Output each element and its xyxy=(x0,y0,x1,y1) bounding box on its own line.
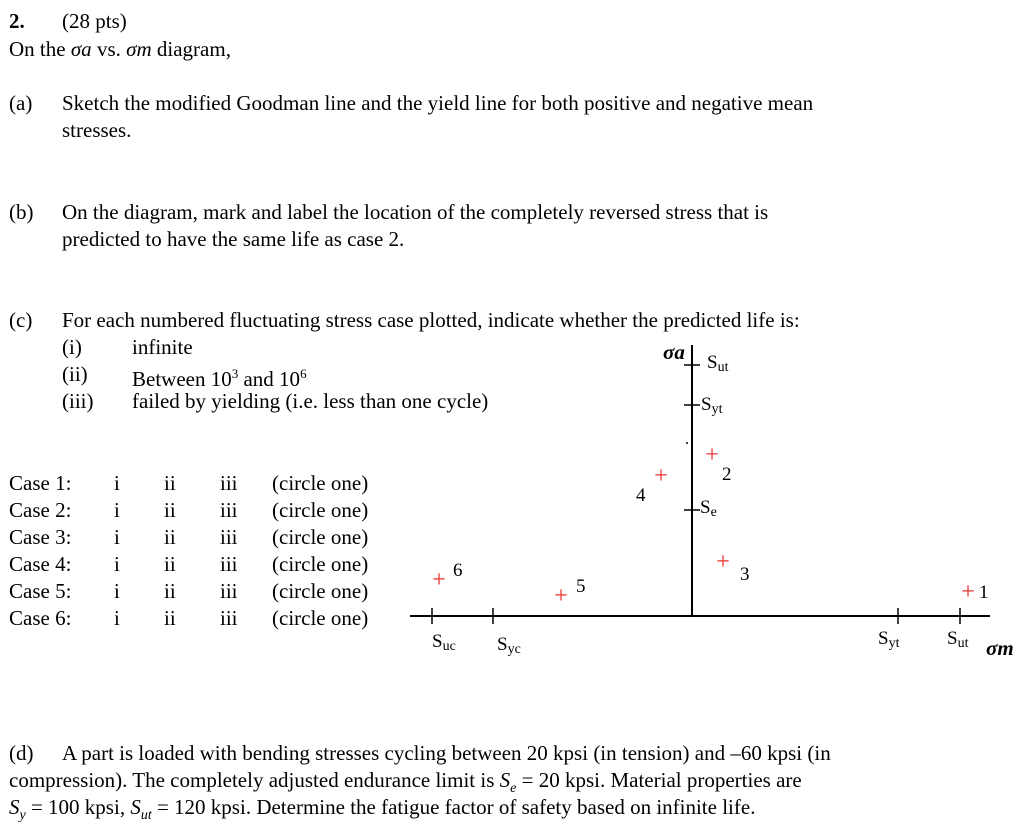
case-4-case-label: Case 4: xyxy=(9,552,72,576)
part-a-line2: stresses. xyxy=(62,118,132,142)
label-syt-x: Syt xyxy=(878,628,900,651)
sut-sub: ut xyxy=(140,808,152,824)
case-1-option-iii[interactable]: iii xyxy=(220,471,238,495)
case-5-option-i[interactable]: i xyxy=(114,579,120,603)
part-a-line1: Sketch the modified Goodman line and the yield line for both positive and negative mean xyxy=(62,91,814,115)
option-ii-exp2: 6 xyxy=(300,366,307,381)
part-d-line2b: = 20 kpsi. Material properties are xyxy=(516,768,802,792)
option-ii-exp1: 3 xyxy=(231,366,239,381)
case-1-option-ii[interactable]: ii xyxy=(164,471,176,495)
case-2-circle-one-note: (circle one) xyxy=(272,498,369,522)
problem-number: 2. xyxy=(9,9,25,33)
case-4-option-ii[interactable]: ii xyxy=(164,552,176,576)
sy-var: S xyxy=(9,795,20,819)
case-2-option-i[interactable]: i xyxy=(114,498,120,522)
option-i-text: infinite xyxy=(132,335,193,359)
option-ii-num: (ii) xyxy=(62,362,88,386)
se-sub: e xyxy=(510,781,517,797)
case-1-case-label: Case 1: xyxy=(9,471,72,495)
case-5-option-iii[interactable]: iii xyxy=(220,579,238,603)
sigma-m-symbol: σm xyxy=(126,37,152,61)
option-ii-part1: Between 10 xyxy=(132,367,232,391)
case-6-option-iii[interactable]: iii xyxy=(220,606,238,630)
case-5-option-ii[interactable]: ii xyxy=(164,579,176,603)
label-syc: Syc xyxy=(497,634,521,657)
case-6-marker: + xyxy=(432,567,446,593)
x-axis-label: σm xyxy=(986,636,1014,660)
part-d-line2a: compression). The completely adjusted endurance limit is xyxy=(9,768,500,792)
case-5-number: 5 xyxy=(576,576,586,597)
axis-dot xyxy=(686,442,688,444)
part-b-line1: On the diagram, mark and label the location of the completely reversed stress that is xyxy=(62,200,769,224)
case-3-option-ii[interactable]: ii xyxy=(164,525,176,549)
option-i-num: (i) xyxy=(62,335,82,359)
case-6-option-i[interactable]: i xyxy=(114,606,120,630)
case-3-circle-one-note: (circle one) xyxy=(272,525,369,549)
case-6-option-ii[interactable]: ii xyxy=(164,606,176,630)
case-4-number: 4 xyxy=(636,485,646,506)
case-4-option-iii[interactable]: iii xyxy=(220,552,238,576)
label-se-y: Se xyxy=(700,497,717,520)
case-2-marker: + xyxy=(705,442,719,468)
y-axis-label: σa xyxy=(663,340,685,364)
case-3-number: 3 xyxy=(740,564,750,585)
intro-suffix: diagram, xyxy=(151,37,231,61)
case-3-option-iii[interactable]: iii xyxy=(220,525,238,549)
part-b-label: (b) xyxy=(9,200,34,224)
part-d-line3a: = 100 kpsi, xyxy=(25,795,131,819)
label-sut-x: Sut xyxy=(947,628,969,651)
option-ii-mid: and 10 xyxy=(238,367,301,391)
case-1-circle-one-note: (circle one) xyxy=(272,471,369,495)
label-sut-y: Sut xyxy=(707,352,729,375)
case-4-marker: + xyxy=(654,463,668,489)
case-2-case-label: Case 2: xyxy=(9,498,72,522)
part-d-label: (d) xyxy=(9,741,34,765)
case-2-number: 2 xyxy=(722,464,732,485)
case-6-case-label: Case 6: xyxy=(9,606,72,630)
part-a-label: (a) xyxy=(9,91,33,115)
sut-var: S xyxy=(130,795,141,819)
case-2-option-ii[interactable]: ii xyxy=(164,498,176,522)
part-c-line1: For each numbered fluctuating stress case plotted, indicate whether the predicted life is: xyxy=(62,308,800,332)
intro-prefix: On the xyxy=(9,37,71,61)
part-d-line3b: = 120 kpsi. Determine the fatigue factor of safety based on infinite life. xyxy=(151,795,756,819)
intro-vs: vs. xyxy=(91,37,127,61)
case-1-number: 1 xyxy=(979,582,989,603)
sigma-a-symbol: σa xyxy=(70,37,92,61)
part-d-line1: A part is loaded with bending stresses cycling between 20 kpsi (in tension) and –60 kpsi (in xyxy=(62,741,831,765)
part-d-line3 xyxy=(9,794,755,829)
label-suc: Suc xyxy=(432,631,456,654)
case-1-marker: + xyxy=(961,579,975,605)
se-var: S xyxy=(499,768,511,792)
case-5-marker: + xyxy=(554,583,568,609)
case-3-case-label: Case 3: xyxy=(9,525,72,549)
case-4-option-i[interactable]: i xyxy=(114,552,120,576)
option-iii-num: (iii) xyxy=(62,389,94,413)
case-1-option-i[interactable]: i xyxy=(114,471,120,495)
problem-points: (28 pts) xyxy=(62,9,127,33)
option-iii-text: failed by yielding (i.e. less than one cycle) xyxy=(132,389,489,413)
part-b-line2: predicted to have the same life as case 2. xyxy=(62,227,405,251)
label-syt-y: Syt xyxy=(701,394,723,417)
case-3-marker: + xyxy=(716,549,730,575)
case-6-number: 6 xyxy=(453,560,463,581)
case-3-option-i[interactable]: i xyxy=(114,525,120,549)
case-5-case-label: Case 5: xyxy=(9,579,72,603)
case-2-option-iii[interactable]: iii xyxy=(220,498,238,522)
case-4-circle-one-note: (circle one) xyxy=(272,552,369,576)
case-6-circle-one-note: (circle one) xyxy=(272,606,369,630)
part-c-label: (c) xyxy=(9,308,33,332)
sy-sub: y xyxy=(19,808,26,824)
case-5-circle-one-note: (circle one) xyxy=(272,579,369,603)
